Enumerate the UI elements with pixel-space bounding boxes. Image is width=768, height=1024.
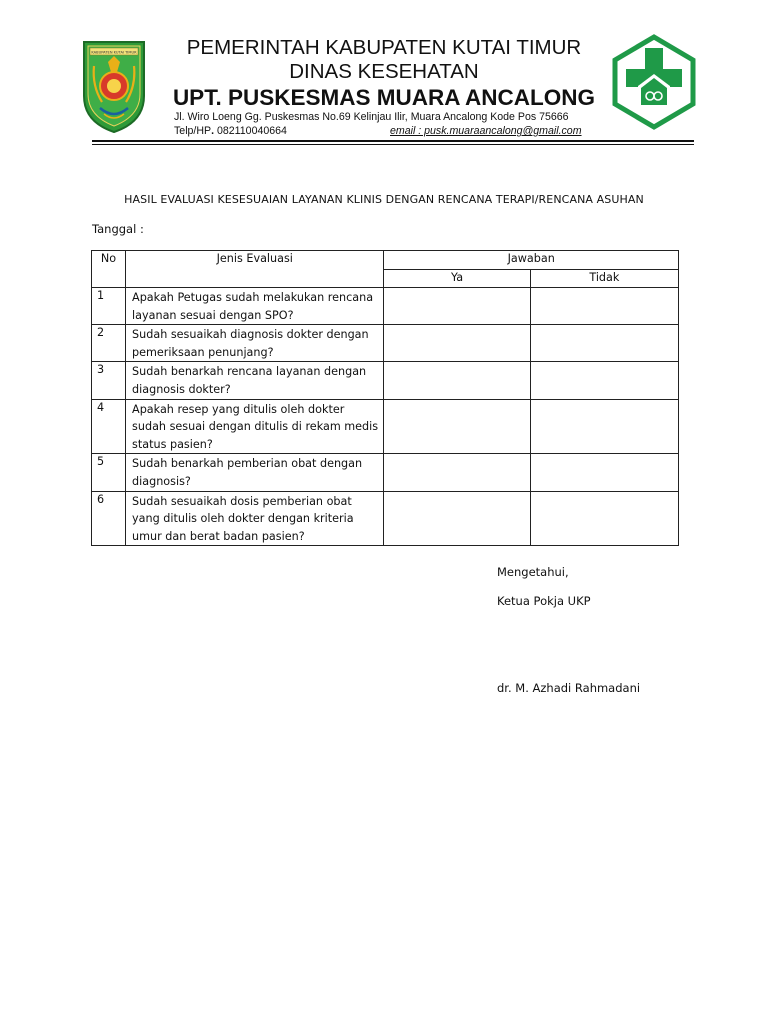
row-number: 5 [92, 454, 126, 491]
row-number: 4 [92, 399, 126, 454]
question-line: Sudah sesuaikah diagnosis dokter dengan [132, 328, 369, 342]
evaluation-question [126, 288, 384, 325]
header-no: No [92, 251, 126, 288]
emblem-banner-text: KABUPATEN KUTAI TIMUR [91, 50, 137, 55]
question-line: Apakah resep yang ditulis oleh dokter [132, 402, 345, 416]
evaluation-question [126, 454, 384, 491]
evaluation-question [126, 399, 384, 454]
header-jawaban: Jawaban [384, 251, 679, 270]
phone-label: Telp/HP [174, 125, 212, 137]
email-link[interactable]: email : pusk.muaraancalong@gmail.com [390, 125, 582, 137]
table-row [92, 491, 679, 546]
question-line: pemeriksaan penunjang? [132, 345, 274, 359]
question-line: Sudah benarkah rencana layanan dengan [132, 365, 367, 379]
question-line: status pasien? [132, 437, 213, 451]
phone-number: 082110040664 [217, 125, 287, 137]
answer-ya-cell[interactable] [384, 399, 530, 454]
date-label: Tanggal : [92, 222, 144, 236]
table-row [92, 288, 679, 325]
institution-name: UPT. PUSKESMAS MUARA ANCALONG [172, 85, 596, 110]
answer-ya-cell[interactable] [384, 288, 530, 325]
evaluation-question [126, 325, 384, 362]
address-block [174, 110, 598, 138]
question-line: yang ditulis oleh dokter dengan kriteria [132, 512, 354, 526]
question-line: sudah sesuai dengan ditulis di rekam medis [132, 420, 379, 434]
question-line: Sudah sesuaikah dosis pemberian obat [132, 494, 352, 508]
answer-tidak-cell[interactable] [530, 288, 678, 325]
address-line: Jl. Wiro Loeng Gg. Puskesmas No.69 Kelinjau Ilir, Muara Ancalong Kode Pos 75666 [174, 111, 569, 123]
evaluation-question [126, 362, 384, 399]
evaluation-table [91, 250, 679, 546]
signatory-position: Ketua Pokja UKP [497, 594, 591, 608]
answer-ya-cell[interactable] [384, 454, 530, 491]
header-jenis-evaluasi: Jenis Evaluasi [126, 251, 384, 288]
header-ya: Ya [384, 269, 530, 288]
row-number: 6 [92, 491, 126, 546]
question-line: diagnosis? [132, 474, 191, 488]
answer-ya-cell[interactable] [384, 362, 530, 399]
department-name: DINAS KESEHATAN [289, 60, 479, 83]
table-row [92, 362, 679, 399]
answer-tidak-cell[interactable] [530, 399, 678, 454]
government-name: PEMERINTAH KABUPATEN KUTAI TIMUR [186, 36, 582, 59]
header-tidak: Tidak [530, 269, 678, 288]
row-number: 1 [92, 288, 126, 325]
letterhead [160, 36, 608, 112]
question-line: Sudah benarkah pemberian obat dengan [132, 457, 363, 471]
signatory-name: dr. M. Azhadi Rahmadani [497, 681, 641, 695]
row-number: 2 [92, 325, 126, 362]
evaluation-question [126, 491, 384, 546]
question-line: Apakah Petugas sudah melakukan rencana [132, 291, 374, 304]
row-number: 3 [92, 362, 126, 399]
question-line: diagnosis dokter? [132, 382, 231, 396]
puskesmas-logo-icon [612, 34, 696, 130]
answer-ya-cell[interactable] [384, 491, 530, 546]
acknowledged-label: Mengetahui, [497, 565, 569, 579]
phone-line: Telp/HP. 082110040664 [174, 125, 287, 137]
answer-tidak-cell[interactable] [530, 491, 678, 546]
answer-tidak-cell[interactable] [530, 454, 678, 491]
answer-tidak-cell[interactable] [530, 362, 678, 399]
question-line: umur dan berat badan pasien? [132, 529, 305, 543]
answer-tidak-cell[interactable] [530, 325, 678, 362]
kutai-timur-regency-emblem-icon [78, 36, 150, 136]
table-row [92, 399, 679, 454]
document-title: HASIL EVALUASI KESESUAIAN LAYANAN KLINIS DENGAN RENCANA TERAPI/RENCANA ASUHAN [124, 193, 644, 206]
letterhead-rule-thick [92, 140, 694, 142]
table-row [92, 325, 679, 362]
answer-ya-cell[interactable] [384, 325, 530, 362]
table-row [92, 454, 679, 491]
letterhead-rule-thin [92, 144, 694, 145]
question-line: layanan sesuai dengan SPO? [132, 308, 294, 322]
